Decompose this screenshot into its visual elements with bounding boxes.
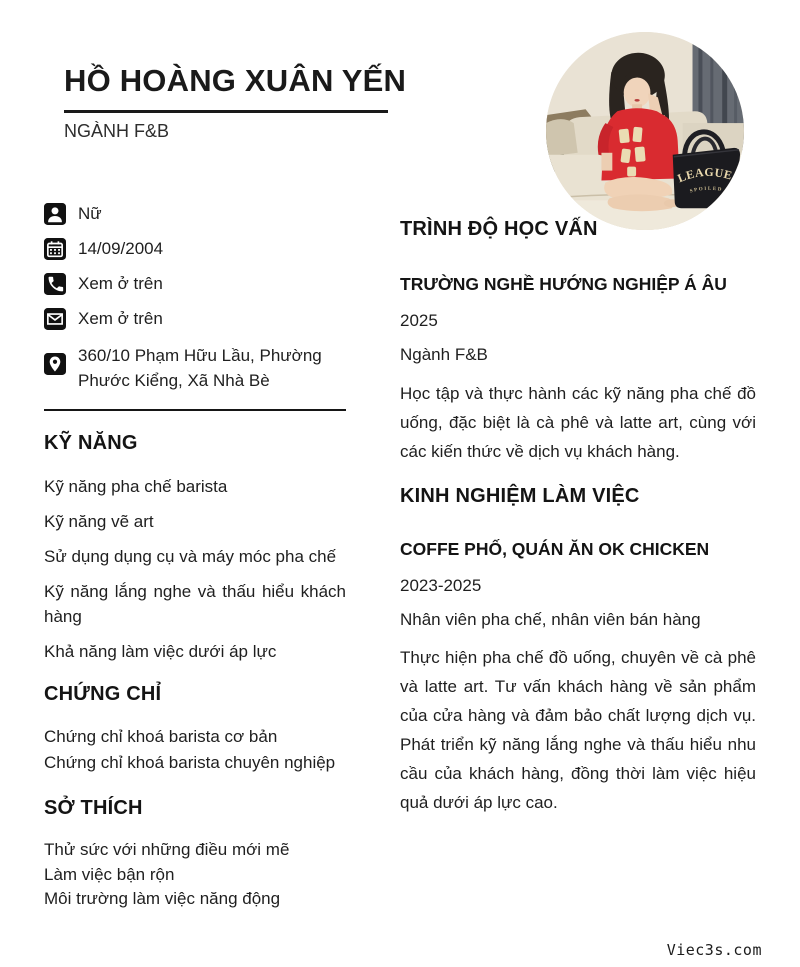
phone-value: Xem ở trên xyxy=(78,274,163,293)
cv-header xyxy=(64,63,407,142)
birthdate-value: 14/09/2004 xyxy=(78,239,164,258)
certificates-section-title: CHỨNG CHỈ xyxy=(44,683,162,705)
experience-description: Thực hiện pha chế đồ uống, chuyên về cà phê và latte art. Tư vấn khách hàng về sản phẩm của cửa hàng và đảm bảo chất lượng dịch vụ. Phát triển kỹ năng lắng nghe và thấu hiểu nhu cầu của khách hàng, đồng thời làm việc hiệu quả dưới áp lực cao. xyxy=(400,648,756,812)
contact-row-email xyxy=(44,308,346,330)
experience-role: Nhân viên pha chế, nhân viên bán hàng xyxy=(400,610,701,629)
email-value: Xem ở trên xyxy=(78,309,163,328)
education-year: 2025 xyxy=(400,311,438,330)
skill-item: Kỹ năng lắng nghe và thấu hiểu khách hàng xyxy=(44,582,346,626)
education-description: Học tập và thực hành các kỹ năng pha chế đồ uống, đặc biệt là cà phê và latte art, cùng với các kiến thức về dịch vụ khách hàng. xyxy=(400,384,756,461)
candidate-field: NGÀNH F&B xyxy=(64,121,170,141)
education-major: Ngành F&B xyxy=(400,345,488,364)
gender-value: Nữ xyxy=(78,204,102,223)
skills-section-title: KỸ NĂNG xyxy=(44,432,138,454)
left-column xyxy=(44,203,346,912)
name-underline xyxy=(64,110,388,113)
contact-row-birthdate xyxy=(44,238,346,260)
profile-photo xyxy=(546,32,744,230)
skill-item: Khả năng làm việc dưới áp lực xyxy=(44,642,277,661)
contact-row-address xyxy=(44,343,346,393)
experience-company: COFFE PHỐ, QUÁN ĂN OK CHICKEN xyxy=(400,539,710,559)
location-icon xyxy=(44,353,66,375)
education-section-title: TRÌNH ĐỘ HỌC VẤN xyxy=(400,218,598,240)
education-school: TRƯỜNG NGHỀ HƯỚNG NGHIỆP Á ÂU xyxy=(400,274,727,294)
candidate-name: HỒ HOÀNG XUÂN YẾN xyxy=(64,63,407,98)
experience-section-title: KINH NGHIỆM LÀM VIỆC xyxy=(400,485,640,507)
envelope-icon xyxy=(44,308,66,330)
right-column xyxy=(400,218,756,834)
site-watermark: Viec3s.com xyxy=(666,941,762,959)
profile-photo-illustration xyxy=(546,32,744,230)
calendar-icon xyxy=(44,238,66,260)
hobby-item: Môi trường làm việc năng động xyxy=(44,889,281,908)
hobby-item: Thử sức với những điều mới mẽ xyxy=(44,840,290,859)
bag-spoiled-text: SPOILED xyxy=(689,186,724,195)
bag-league-text: LEAGUE xyxy=(675,164,735,186)
hobby-item: Làm việc bận rộn xyxy=(44,864,175,884)
contact-row-phone xyxy=(44,273,346,295)
person-icon xyxy=(44,203,66,225)
skill-item: Kỹ năng pha chế barista xyxy=(44,477,228,496)
certificate-item: Chứng chỉ khoá barista cơ bản xyxy=(44,727,278,746)
phone-icon xyxy=(44,273,66,295)
address-value: 360/10 Phạm Hữu Lầu, Phường Phước Kiểng, Xã Nhà Bè xyxy=(78,346,322,390)
experience-period: 2023-2025 xyxy=(400,576,482,595)
hobbies-section-title: SỞ THÍCH xyxy=(44,797,143,819)
certificate-item: Chứng chỉ khoá barista chuyên nghiệp xyxy=(44,752,336,772)
contact-row-gender xyxy=(44,203,346,225)
skill-item: Sử dụng dụng cụ và máy móc pha chế xyxy=(44,547,337,566)
skill-item: Kỹ năng vẽ art xyxy=(44,512,154,531)
section-divider xyxy=(44,409,346,411)
